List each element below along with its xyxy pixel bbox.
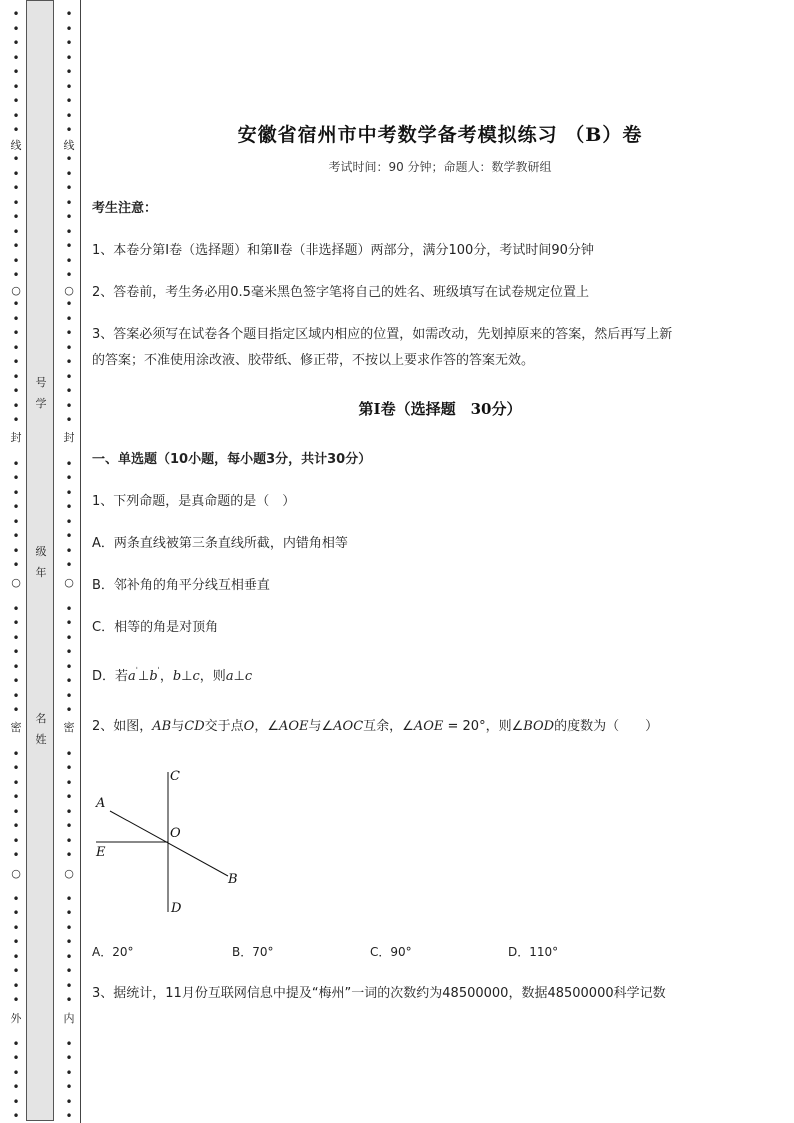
- inner-margin-mark-5: ○: [64, 867, 74, 880]
- outer-margin-dot: •: [12, 326, 20, 340]
- inner-margin-dot: •: [65, 471, 73, 485]
- q1-d-var-a: a: [128, 669, 136, 684]
- outer-margin-dot: •: [12, 500, 20, 514]
- q2-var-aoc: AOC: [333, 719, 364, 734]
- label-b: B: [228, 872, 238, 887]
- outer-margin-dot: •: [12, 790, 20, 804]
- outer-margin-mark-4: 密: [10, 721, 22, 734]
- inner-margin-dot: •: [65, 152, 73, 166]
- inner-margin-dot: •: [65, 978, 73, 993]
- inner-margin-dot: •: [65, 819, 73, 833]
- outer-margin-dot: •: [12, 964, 20, 978]
- outer-margin-dot: •: [12, 645, 20, 659]
- inner-margin-dot: •: [65, 326, 73, 340]
- outer-margin-dot: •: [12, 297, 20, 311]
- inner-margin-dot: •: [65, 558, 73, 572]
- exam-subtitle: 考试时间：90 分钟；命题人：数学教研组: [328, 160, 552, 174]
- outer-margin-mark-1: ○: [11, 284, 21, 297]
- inner-margin-dot: •: [65, 268, 73, 282]
- inner-margin-dot: •: [65, 166, 73, 181]
- field-label-name-2: 姓: [35, 733, 47, 746]
- outer-margin-dot: •: [12, 949, 20, 964]
- q2-stem: [92, 714, 782, 740]
- inner-margin-dot: •: [65, 920, 73, 935]
- inner-margin-mark-0: 线: [63, 139, 75, 152]
- label-a: A: [96, 796, 106, 811]
- q2-text: 交于点: [204, 719, 244, 734]
- inner-margin-dot: •: [65, 123, 73, 137]
- outer-margin-dot: •: [12, 166, 20, 181]
- outer-margin-dot: •: [12, 978, 20, 993]
- q1-d-var-c: c: [192, 669, 200, 684]
- outer-margin-dot: •: [12, 195, 20, 210]
- outer-margin-dot: •: [12, 659, 20, 674]
- inner-margin-dot: •: [65, 1036, 73, 1051]
- inner-margin-dot: •: [65, 993, 73, 1007]
- outer-margin-dot: •: [12, 935, 20, 949]
- q1-option-c: C．相等的角是对顶角: [92, 620, 219, 635]
- q2-var-aoe: AOE: [413, 719, 444, 734]
- label-c: C: [170, 769, 180, 784]
- inner-margin-dot: •: [65, 688, 73, 703]
- q1-option-b: B．邻补角的角平分线互相垂直: [92, 578, 270, 593]
- inner-margin-dot: •: [65, 297, 73, 311]
- inner-margin-dot: •: [65, 804, 73, 819]
- outer-margin-dot: •: [12, 355, 20, 369]
- notice-item-3: 3、答案必须写在试卷各个题目指定区域内相应的位置，如需改动，先划掉原来的答案，然后再写上新: [92, 327, 673, 342]
- q1-d-perp: ⊥: [181, 669, 193, 684]
- inner-margin-dot: •: [65, 50, 73, 65]
- q1-d-mark: ˈ: [135, 666, 138, 675]
- outer-margin-dot: •: [12, 514, 20, 529]
- outer-margin-dot: •: [12, 1109, 20, 1123]
- q2-text: 互余，∠: [363, 719, 414, 734]
- q2-text: 与: [171, 719, 185, 734]
- inner-margin-dot: •: [65, 790, 73, 804]
- inner-margin-dot: •: [65, 1109, 73, 1123]
- inner-margin-dot: •: [65, 601, 73, 616]
- outer-margin-dot: •: [12, 369, 20, 384]
- q2-option-c: C．90°: [370, 945, 412, 959]
- outer-margin-dot: •: [12, 1036, 20, 1051]
- inner-margin-dot: •: [65, 674, 73, 688]
- outer-margin-dot: •: [12, 253, 20, 268]
- q2-text: 2、如图，: [92, 719, 153, 734]
- field-label-grade-1: 级: [35, 545, 47, 558]
- outer-margin-dot: •: [12, 703, 20, 717]
- outer-margin-dot: •: [12, 761, 20, 775]
- part1-title: 第Ⅰ卷（选择题 30分）: [358, 400, 522, 418]
- outer-margin-dot: •: [12, 456, 20, 471]
- inner-margin-dot: •: [65, 369, 73, 384]
- inner-margin-dot: •: [65, 833, 73, 848]
- q1-option-a: A．两条直线被第三条直线所截，内错角相等: [92, 536, 348, 551]
- outer-margin-dot: •: [12, 833, 20, 848]
- inner-margin-dot: •: [65, 7, 73, 21]
- q1-d-var-b: b: [149, 669, 158, 684]
- notice-item-1: 1、本卷分第Ⅰ卷（选择题）和第Ⅱ卷（非选择题）两部分，满分100分，考试时间90分钟: [92, 243, 594, 258]
- inner-margin-dot: •: [65, 543, 73, 558]
- inner-margin-dot: •: [65, 79, 73, 94]
- q2-option-b: B．70°: [232, 945, 274, 959]
- outer-margin-dot: •: [12, 1051, 20, 1065]
- inner-margin-dot: •: [65, 1051, 73, 1065]
- outer-margin-dot: •: [12, 311, 20, 326]
- inner-margin-dot: •: [65, 935, 73, 949]
- field-label-grade-2: 年: [35, 566, 47, 579]
- inner-margin-dot: •: [65, 746, 73, 761]
- binding-line: [80, 0, 81, 1123]
- outer-margin-dot: •: [12, 152, 20, 166]
- outer-margin-dot: •: [12, 123, 20, 137]
- inner-margin-dot: •: [65, 21, 73, 36]
- inner-margin-dot: •: [65, 94, 73, 108]
- outer-margin-dot: •: [12, 485, 20, 500]
- q2-var-bod: BOD: [523, 719, 555, 734]
- inner-margin-dot: •: [65, 949, 73, 964]
- inner-margin-dot: •: [65, 1065, 73, 1080]
- label-o: O: [170, 826, 181, 841]
- section-heading: 一、单选题（10小题，每小题3分，共计30分）: [92, 452, 372, 467]
- outer-margin-dot: •: [12, 108, 20, 123]
- outer-margin-dot: •: [12, 601, 20, 616]
- outer-margin-dot: •: [12, 181, 20, 195]
- outer-margin-dot: •: [12, 558, 20, 572]
- label-d: D: [171, 901, 182, 916]
- student-info-strip: [26, 0, 54, 1121]
- q2-text: ，∠: [254, 719, 279, 734]
- q2-var-ab: AB: [152, 719, 172, 734]
- q2-option-a: A．20°: [92, 945, 134, 959]
- q1-option-d: [92, 664, 752, 691]
- inner-margin-dot: •: [65, 340, 73, 355]
- outer-margin-dot: •: [12, 36, 20, 50]
- notice-item-3-cont: 的答案；不准使用涂改液、胶带纸、修正带，不按以上要求作答的答案无效。: [92, 353, 535, 368]
- outer-margin-dot: •: [12, 413, 20, 427]
- inner-margin-dot: •: [65, 384, 73, 398]
- inner-margin-dot: •: [65, 239, 73, 253]
- outer-margin-dot: •: [12, 398, 20, 413]
- inner-binding-margin: [60, 0, 78, 1123]
- inner-margin-dot: •: [65, 195, 73, 210]
- outer-margin-dot: •: [12, 746, 20, 761]
- q1-d-comma: ，: [159, 669, 173, 684]
- q1-d-then: ，则: [199, 669, 226, 684]
- outer-margin-mark-2: 封: [10, 431, 22, 444]
- inner-margin-dot: •: [65, 355, 73, 369]
- outer-margin-dot: •: [12, 688, 20, 703]
- outer-margin-mark-3: ○: [11, 576, 21, 589]
- outer-margin-dot: •: [12, 79, 20, 94]
- outer-margin-dot: •: [12, 7, 20, 21]
- q2-text: 的度数为（ ）: [554, 719, 659, 734]
- inner-margin-dot: •: [65, 398, 73, 413]
- notice-item-2: 2、答卷前，考生务必用0.5毫米黑色签字笔将自己的姓名、班级填写在试卷规定位置上: [92, 285, 589, 300]
- q1-d-var-c2: c: [244, 669, 253, 684]
- inner-margin-dot: •: [65, 181, 73, 195]
- q2-figure-svg: [92, 760, 252, 920]
- inner-margin-dot: •: [65, 891, 73, 906]
- outer-margin-dot: •: [12, 920, 20, 935]
- inner-margin-dot: •: [65, 775, 73, 790]
- outer-margin-dot: •: [12, 674, 20, 688]
- inner-margin-mark-4: 密: [63, 721, 75, 734]
- inner-margin-dot: •: [65, 645, 73, 659]
- inner-margin-dot: •: [65, 848, 73, 862]
- inner-margin-dot: •: [65, 224, 73, 239]
- q2-var-aoe: AOE: [278, 719, 309, 734]
- outer-margin-dot: •: [12, 891, 20, 906]
- q1-d-mark: ˈ: [157, 666, 160, 675]
- outer-margin-dot: •: [12, 384, 20, 398]
- outer-margin-mark-0: 线: [10, 139, 22, 152]
- field-label-name-1: 名: [35, 712, 47, 725]
- inner-margin-dot: •: [65, 210, 73, 224]
- outer-binding-margin: [7, 0, 25, 1123]
- outer-margin-dot: •: [12, 471, 20, 485]
- outer-margin-dot: •: [12, 993, 20, 1007]
- outer-margin-mark-5: ○: [11, 867, 21, 880]
- outer-margin-dot: •: [12, 65, 20, 79]
- outer-margin-dot: •: [12, 819, 20, 833]
- outer-margin-dot: •: [12, 210, 20, 224]
- outer-margin-dot: •: [12, 50, 20, 65]
- q2-text: = 20°，则∠: [443, 719, 524, 734]
- outer-margin-dot: •: [12, 21, 20, 36]
- outer-margin-mark-6: 外: [10, 1012, 22, 1025]
- inner-margin-dot: •: [65, 413, 73, 427]
- inner-margin-mark-1: ○: [64, 284, 74, 297]
- outer-margin-dot: •: [12, 848, 20, 862]
- inner-margin-dot: •: [65, 964, 73, 978]
- inner-margin-mark-2: 封: [63, 431, 75, 444]
- inner-margin-dot: •: [65, 761, 73, 775]
- inner-margin-mark-6: 内: [63, 1012, 75, 1025]
- q1-d-var-a2: a: [225, 669, 234, 684]
- outer-margin-dot: •: [12, 1094, 20, 1109]
- inner-margin-dot: •: [65, 36, 73, 50]
- inner-margin-dot: •: [65, 1094, 73, 1109]
- inner-margin-dot: •: [65, 108, 73, 123]
- outer-margin-dot: •: [12, 906, 20, 920]
- inner-margin-dot: •: [65, 630, 73, 645]
- inner-margin-dot: •: [65, 514, 73, 529]
- field-label-student-number-2: 学: [35, 397, 47, 410]
- inner-margin-dot: •: [65, 906, 73, 920]
- q2-text: 与∠: [308, 719, 334, 734]
- outer-margin-dot: •: [12, 1080, 20, 1094]
- q2-geometry-figure: [92, 760, 252, 920]
- q3-stem: 3、据统计，11月份互联网信息中提及“梅州”一词的次数约为48500000，数据48500000科学记数: [92, 986, 666, 1001]
- exam-title: 安徽省宿州市中考数学备考模拟练习 （B）卷: [237, 124, 643, 146]
- outer-margin-dot: •: [12, 529, 20, 543]
- outer-margin-dot: •: [12, 775, 20, 790]
- q2-var-cd: CD: [184, 719, 205, 734]
- inner-margin-dot: •: [65, 500, 73, 514]
- q1-d-var-b2: b: [172, 669, 182, 684]
- line-ab: [110, 811, 228, 876]
- outer-margin-dot: •: [12, 543, 20, 558]
- inner-margin-dot: •: [65, 253, 73, 268]
- inner-margin-dot: •: [65, 703, 73, 717]
- q1-d-prefix: D．若: [92, 669, 129, 684]
- q1-d-perp: ⊥: [137, 669, 150, 684]
- outer-margin-dot: •: [12, 94, 20, 108]
- field-label-student-number-1: 号: [35, 376, 47, 389]
- notice-heading: 考生注意：: [92, 201, 158, 216]
- q1-d-perp: ⊥: [233, 669, 245, 684]
- inner-margin-dot: •: [65, 529, 73, 543]
- q1-stem: 1、下列命题，是真命题的是（ ）: [92, 494, 296, 509]
- outer-margin-dot: •: [12, 804, 20, 819]
- label-e: E: [96, 845, 106, 860]
- inner-margin-dot: •: [65, 616, 73, 630]
- outer-margin-dot: •: [12, 616, 20, 630]
- outer-margin-dot: •: [12, 630, 20, 645]
- q2-var-o: O: [243, 719, 255, 734]
- inner-margin-mark-3: ○: [64, 576, 74, 589]
- inner-margin-dot: •: [65, 456, 73, 471]
- inner-margin-dot: •: [65, 1080, 73, 1094]
- outer-margin-dot: •: [12, 340, 20, 355]
- inner-margin-dot: •: [65, 659, 73, 674]
- outer-margin-dot: •: [12, 268, 20, 282]
- inner-margin-dot: •: [65, 485, 73, 500]
- outer-margin-dot: •: [12, 1065, 20, 1080]
- outer-margin-dot: •: [12, 224, 20, 239]
- inner-margin-dot: •: [65, 311, 73, 326]
- outer-margin-dot: •: [12, 239, 20, 253]
- q2-option-d: D．110°: [508, 945, 559, 959]
- inner-margin-dot: •: [65, 65, 73, 79]
